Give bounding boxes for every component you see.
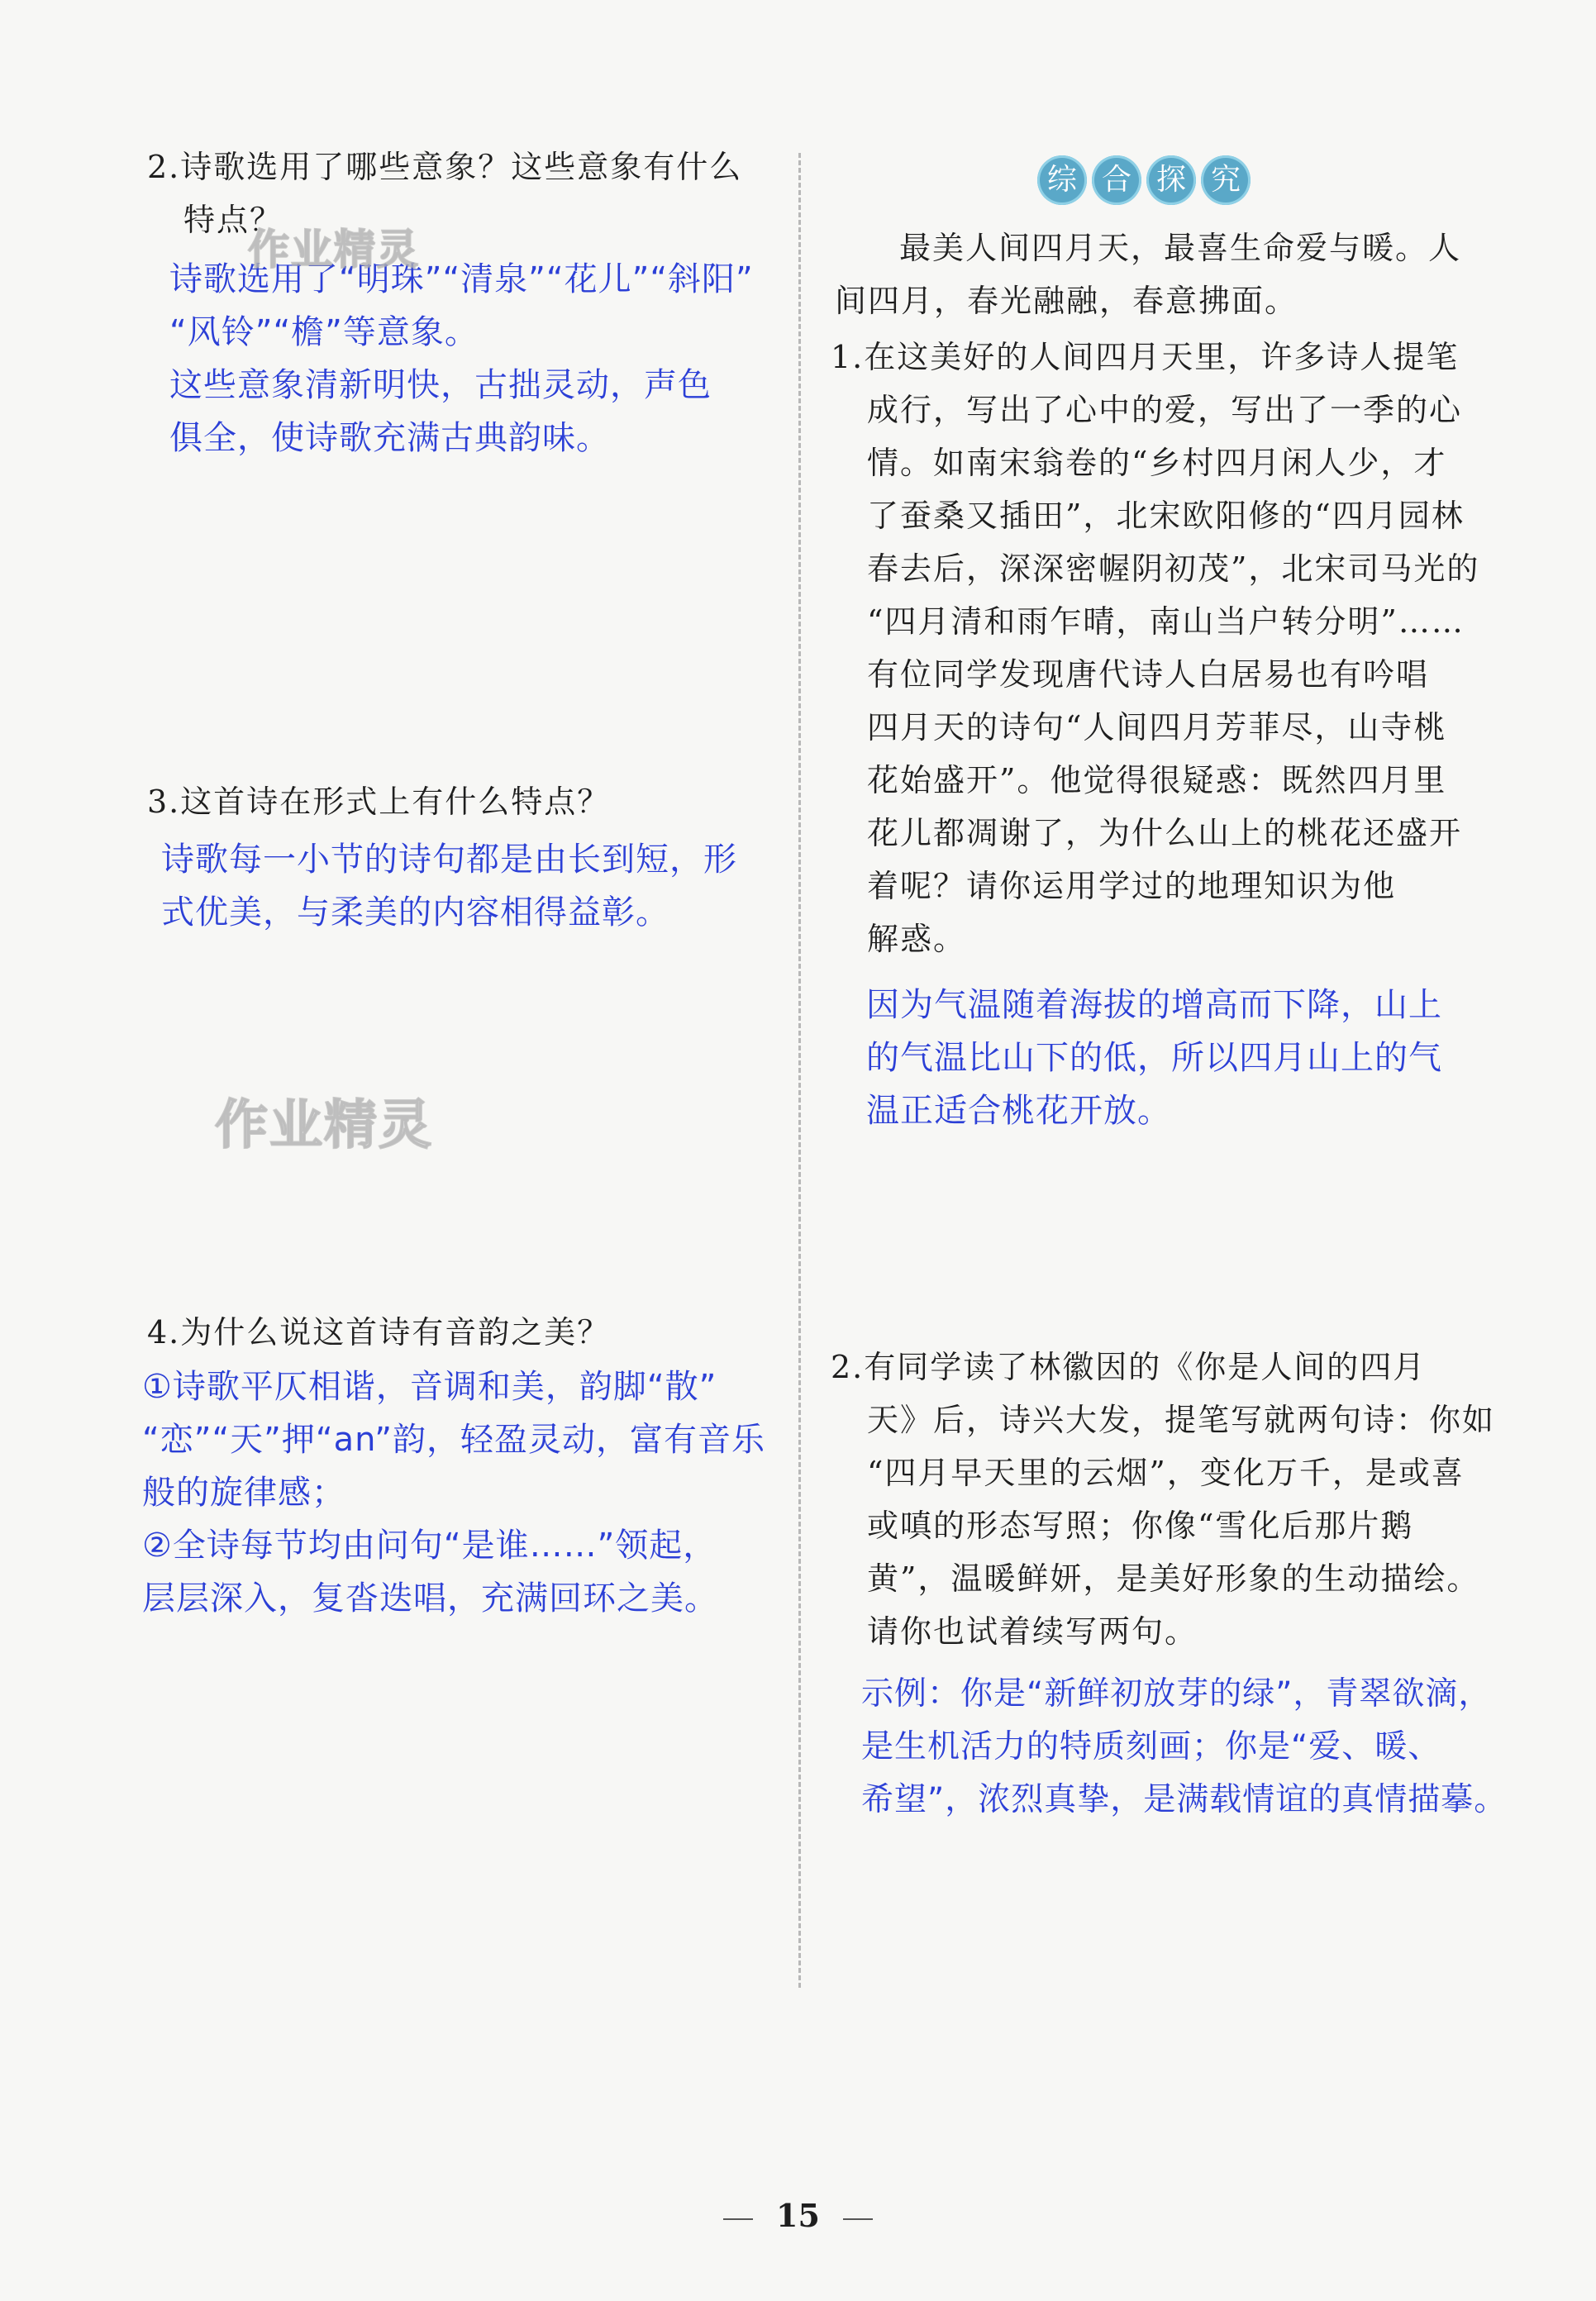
answer-line: 俱全，使诗歌充满古典韵味。 — [169, 419, 610, 457]
answer-line: ②全诗每节均由问句“是谁……”领起， — [142, 1527, 717, 1565]
answer-line: 式优美，与柔美的内容相得益彰。 — [161, 893, 669, 931]
section-intro — [835, 222, 1461, 327]
question-line: 天》后，诗兴大发，提笔写就两句诗：你如 — [867, 1402, 1496, 1438]
question-3-left — [147, 775, 610, 828]
section-title-badge — [1037, 155, 1251, 205]
question-4-left — [147, 1306, 610, 1359]
question-line: 情。如南宋翁卷的“乡村四月闲人少，才 — [867, 445, 1447, 481]
answer-3-left — [161, 833, 737, 939]
question-line: 1.在这美好的人间四月天里，许多诗人提笔 — [831, 339, 1460, 375]
question-line: 特点？ — [183, 202, 283, 238]
intro-line: 间四月，春光融融，春意拂面。 — [835, 283, 1298, 319]
answer-4-left — [142, 1360, 765, 1625]
answer-line: 希望”，浓烈真挚，是满载情谊的真情描摹。 — [861, 1781, 1508, 1818]
answer-line: 诗歌选用了“明珠”“清泉”“花儿”“斜阳” — [169, 260, 754, 298]
question-line: 黄”，温暖鲜妍，是美好形象的生动描绘。 — [867, 1560, 1480, 1597]
section-title-char: 探 — [1146, 155, 1196, 205]
question-2-left — [147, 141, 742, 246]
answer-line: 是生机活力的特质刻画；你是“爱、暖、 — [861, 1728, 1441, 1765]
question-line: 4.为什么说这首诗有音韵之美？ — [147, 1314, 611, 1351]
answer-line: 的气温比山下的低，所以四月山上的气 — [866, 1039, 1442, 1077]
answer-line: 示例：你是“新鲜初放芽的绿”，青翠欲滴， — [861, 1675, 1492, 1713]
answer-1-right — [866, 979, 1442, 1137]
question-line: 四月天的诗句“人间四月芳菲尽，山寺桃 — [867, 709, 1447, 746]
question-line: 2.诗歌选用了哪些意象？这些意象有什么 — [147, 149, 743, 185]
question-line: 春去后，深深密幄阴初茂”，北宋司马光的 — [867, 550, 1480, 587]
question-line: 请你也试着续写两句。 — [867, 1613, 1198, 1650]
answer-2-right — [861, 1668, 1507, 1827]
intro-line: 最美人间四月天，最喜生命爱与暖。人 — [899, 230, 1462, 266]
question-line: 花始盛开”。他觉得很疑惑：既然四月里 — [867, 762, 1447, 798]
page-number-text: 15 — [776, 2197, 820, 2234]
answer-line: 这些意象清新明快，古拙灵动，声色 — [169, 366, 712, 404]
question-line: 3.这首诗在形式上有什么特点？ — [147, 784, 611, 820]
page-number — [0, 2197, 1596, 2234]
watermark: 作业精灵 — [215, 1095, 433, 1156]
question-line: 解惑。 — [867, 921, 967, 957]
answer-line: 诗歌每一小节的诗句都是由长到短，形 — [161, 841, 737, 879]
question-1-right — [831, 331, 1479, 965]
answer-line: “风铃”“檐”等意象。 — [169, 313, 479, 351]
answer-line: 温正适合桃花开放。 — [866, 1092, 1171, 1130]
question-line: “四月早天里的云烟”，变化万千，是或喜 — [867, 1455, 1465, 1491]
question-line: 2.有同学读了林徽因的《你是人间的四月 — [831, 1349, 1427, 1385]
page-number-dash-right — [843, 2218, 873, 2220]
column-divider — [798, 153, 801, 1988]
section-title-char: 综 — [1037, 155, 1087, 205]
question-line: 或嗔的形态写照；你像“雪化后那片鹅 — [867, 1508, 1414, 1544]
question-line: 着呢？请你运用学过的地理知识为他 — [867, 868, 1397, 904]
page-number-dash-left — [723, 2218, 753, 2220]
question-line: 花儿都凋谢了，为什么山上的桃花还盛开 — [867, 815, 1463, 851]
answer-line: 般的旋律感； — [142, 1474, 345, 1512]
section-title-char: 合 — [1092, 155, 1141, 205]
question-line: 有位同学发现唐代诗人白居易也有吟唱 — [867, 656, 1430, 693]
answer-line: 因为气温随着海拔的增高而下降，山上 — [866, 986, 1442, 1024]
question-line: 了蚕桑又插田”，北宋欧阳修的“四月园林 — [867, 498, 1465, 534]
watermark: 作业精灵 — [248, 226, 420, 274]
section-title-char: 究 — [1201, 155, 1251, 205]
answer-line: 层层深入，复沓迭唱，充满回环之美。 — [142, 1579, 718, 1617]
question-2-right — [831, 1341, 1495, 1658]
answer-line: ①诗歌平仄相谐，音调和美，韵脚“散” — [142, 1368, 717, 1406]
answer-2-left — [169, 253, 754, 464]
question-line: 成行，写出了心中的爱，写出了一季的心 — [867, 392, 1463, 428]
answer-line: “恋”“天”押“an”韵，轻盈灵动，富有音乐 — [142, 1421, 766, 1459]
question-line: “四月清和雨乍晴，南山当户转分明”…… — [867, 603, 1465, 640]
